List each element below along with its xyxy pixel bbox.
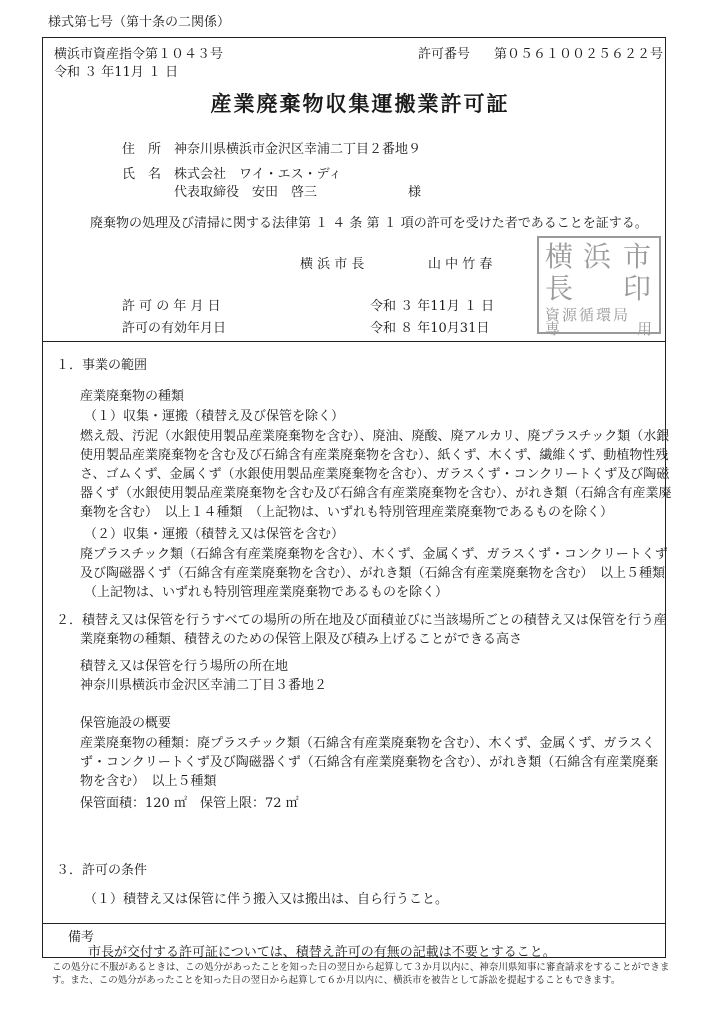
section2-heading: 業廃棄物の種類、積替えのための保管上限及び積み上げることができる高さ <box>80 632 523 647</box>
facility-line: ず・コンクリートくず及び陶磁器くず（石綿含有産業廃棄物を含む）、がれき類（石綿含有産業廃棄 <box>80 755 659 770</box>
section-divider <box>42 341 666 342</box>
subsection1-heading: （１）収集・運搬（積替え及び保管を除く） <box>84 409 345 424</box>
form-label: 様式第七号（第十条の二関係） <box>48 15 231 30</box>
section3-heading: ３．許可の条件 <box>56 863 148 878</box>
issuer-name: 山 中 竹 春 <box>428 257 493 272</box>
seal-char: 印 <box>623 272 652 305</box>
remarks-text: 市長が交付する許可証については、積替え許可の有無の記載は不要とすること。 <box>88 945 556 960</box>
waste-list-line: 廃プラスチック類（石綿含有産業廃棄物を含む）、木くず、金属くず、ガラスくず・コンクリートくず <box>80 547 668 562</box>
appeal-notice: この処分に不服があるときは、この処分があったことを知った日の翌日から起算して３か月以内に、神奈川県知事に審査請求をすることができます。また、この処分があったことを知った日の翌日から起算して６か月以内に、横浜市を被告として訴訟を提起することもできます。 <box>52 962 670 986</box>
permit-number-label: 許可番号 <box>418 47 471 62</box>
waste-types-heading: 産業廃棄物の種類 <box>80 389 185 404</box>
issuer-title: 横 浜 市 長 <box>300 257 365 272</box>
facility-line: 産業廃棄物の種類：廃プラスチック類（石綿含有産業廃棄物を含む）、木くず、金属くず、ガラスく <box>80 736 655 751</box>
reference-number: 横浜市資産指令第１０４３号 <box>54 47 224 62</box>
permit-condition: （１）積替え又は保管に伴う搬入又は搬出は、自ら行うこと。 <box>84 892 449 907</box>
subsection2-heading: （２）収集・運搬（積替え又は保管を含む） <box>84 527 345 542</box>
address-label: 住 所 <box>122 142 162 157</box>
seal-char: 浜 <box>583 240 612 273</box>
facility-heading: 保管施設の概要 <box>80 716 172 731</box>
seal-char: 市 <box>623 240 652 273</box>
storage-location: 神奈川県横浜市金沢区幸浦二丁目３番地２ <box>80 678 328 693</box>
official-seal <box>537 236 661 338</box>
permit-date: 令和 ３ 年11月 １ 日 <box>370 299 495 314</box>
storage-spec: 保管面積：120 ㎡ 保管上限：72 ㎡ <box>80 796 299 811</box>
waste-list-line: 及び陶磁器くず（石綿含有産業廃棄物を含む）、がれき類（石綿含有産業廃棄物を含む） 以上５種類 <box>80 566 666 581</box>
waste-list-line: 使用製品産業廃棄物を含む及び石綿含有産業廃棄物を含む）、紙くず、木くず、繊維くず、動植物性残 <box>80 448 669 463</box>
waste-list-line: （上記物は、いずれも特別管理産業廃棄物であるものを除く） <box>84 585 449 600</box>
seal-char: 専 <box>545 320 563 338</box>
holder-address: 神奈川県横浜市金沢区幸浦二丁目２番地９ <box>174 142 422 157</box>
location-heading: 積替え又は保管を行う場所の所在地 <box>80 659 289 674</box>
section2-heading: ２．積替え又は保管を行うすべての場所の所在地及び面積並びに当該場所ごとの積替え又は保管を行う産 <box>56 613 667 628</box>
expiry-date-label: 許可の有効年月日 <box>122 321 227 336</box>
name-label: 氏 名 <box>122 167 162 182</box>
waste-list-line: さ、ゴムくず、金属くず（水銀使用製品産業廃棄物を含む）、ガラスくず・コンクリートくず及び陶磁 <box>80 467 670 482</box>
holder-company: 株式会社 ワイ・エス・ディ <box>174 167 342 182</box>
remarks-divider <box>42 923 666 924</box>
permit-number: 第０５６１００２５６２２号 <box>494 47 664 62</box>
seal-department: 資源循環局 <box>545 306 631 324</box>
waste-list-line: 器くず（水銀使用製品産業廃棄物を含む及び石綿含有産業廃棄物を含む）、がれき類（石綿含有産業廃 <box>80 486 672 501</box>
permit-date-label: 許 可 の 年 月 日 <box>122 299 221 314</box>
facility-line: 物を含む） 以上５種類 <box>80 774 217 789</box>
holder-representative: 代表取締役 安田 啓三 <box>174 185 318 200</box>
expiry-date: 令和 ８ 年10月31日 <box>370 321 490 336</box>
seal-char: 横 <box>545 240 574 273</box>
issue-date: 令和 ３ 年11月 １ 日 <box>54 65 179 80</box>
seal-char: 長 <box>545 272 574 305</box>
waste-list-line: 棄物を含む） 以上１４種類 （上記物は、いずれも特別管理産業廃棄物であるものを除く） <box>80 505 614 520</box>
certify-statement: 廃棄物の処理及び清掃に関する法律第 １ ４ 条 第 １ 項の許可を受けた者であることを証する。 <box>90 216 648 231</box>
seal-char: 用 <box>637 320 655 338</box>
remarks-heading: 備考 <box>68 930 95 945</box>
honorific: 様 <box>408 185 422 200</box>
document-title: 産業廃棄物収集運搬業許可証 <box>210 91 510 116</box>
section1-heading: １．事業の範囲 <box>56 358 148 373</box>
waste-list-line: 燃え殻、汚泥（水銀使用製品産業廃棄物を含む）、廃油、廃酸、廃アルカリ、廃プラスチック類（水銀 <box>80 429 670 444</box>
